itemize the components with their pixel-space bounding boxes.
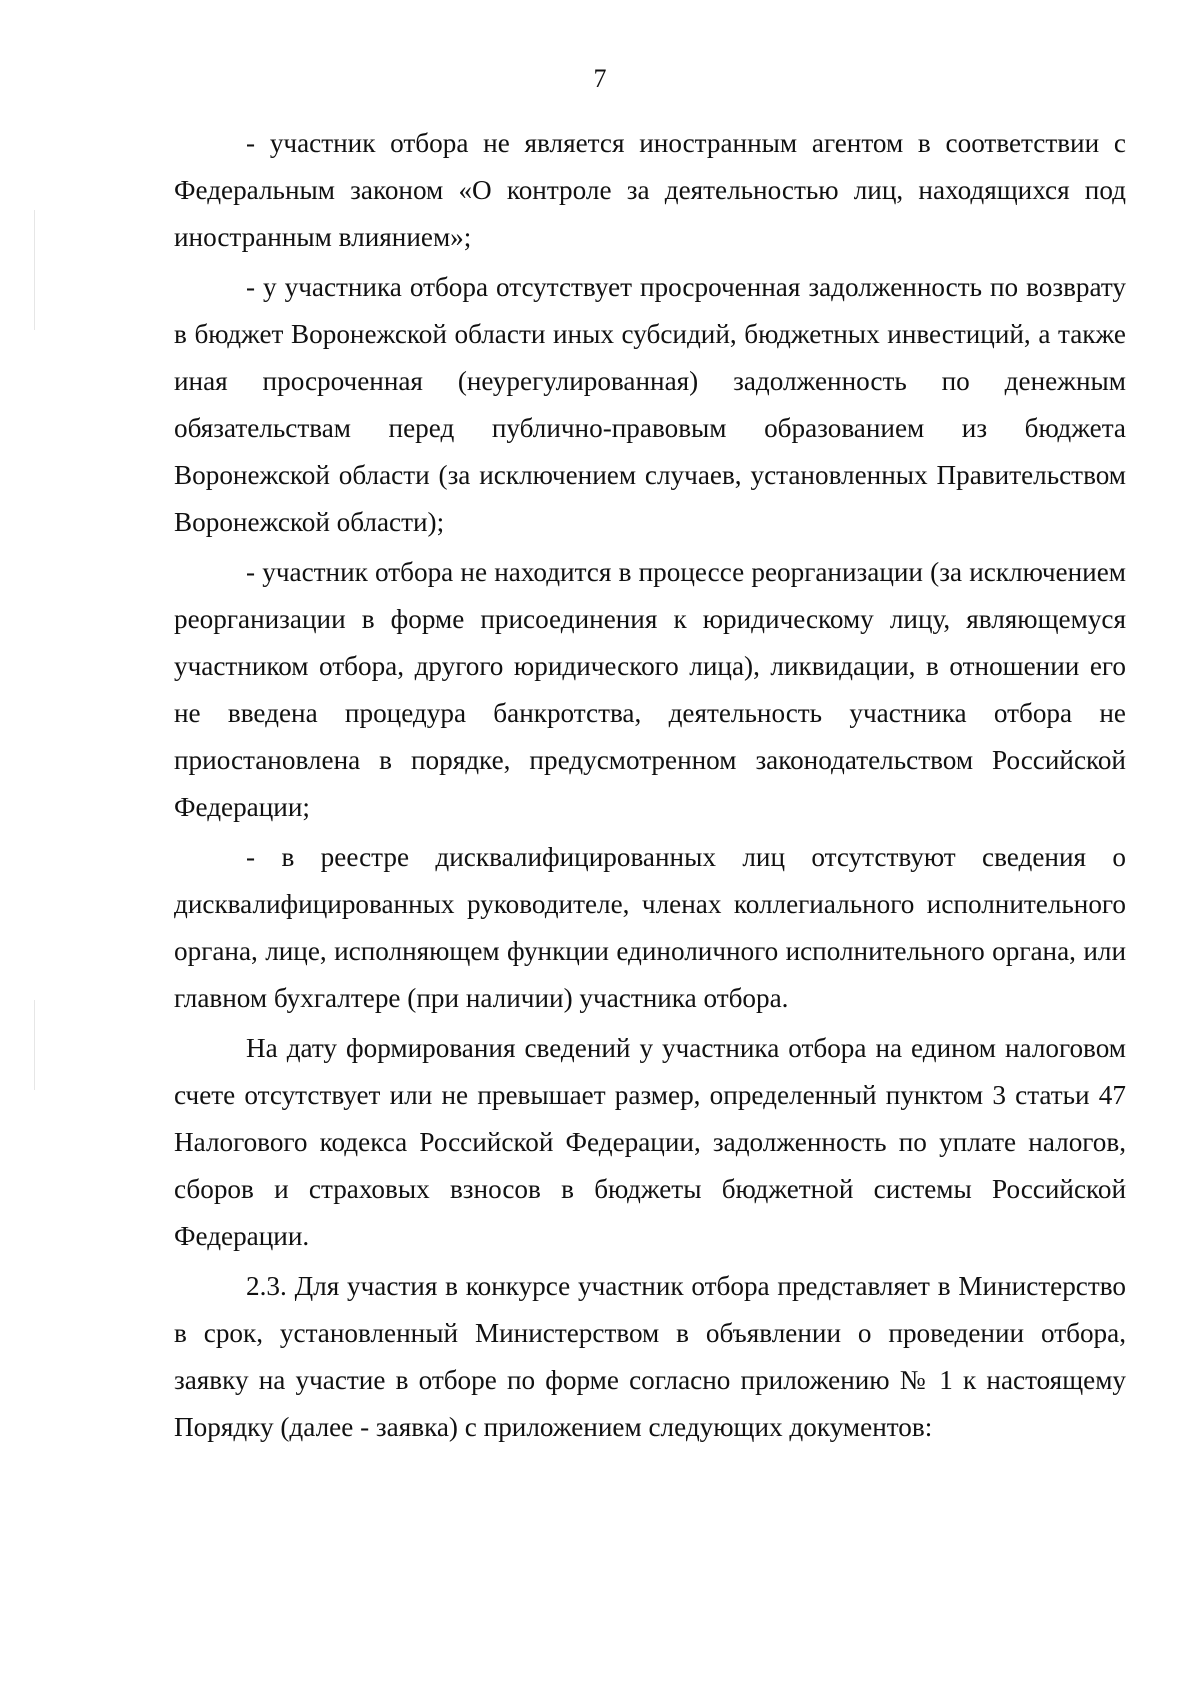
document-body xyxy=(174,120,1126,1454)
paragraph-foreign-agent: - участник отбора не является иностранным агентом в соответствии с Федеральным законом «О контроле за деятельностью лиц, находящихся под иностранным влиянием»; xyxy=(174,128,1126,252)
paragraph-reorganization: - участник отбора не находится в процессе реорганизации (за исключением реорганизации в форме присоединения к юридическому лицу, являющемуся участником отбора, другого юридического лица), ликвидации, в отношении его не введена процедура банкротства, деятельность участника отбора не приостановлена в порядке, предусмотренном законодательством Российской Федерации; xyxy=(174,557,1126,822)
paragraph-tax-debt: На дату формирования сведений у участника отбора на едином налоговом счете отсутствует или не превышает размер, определенный пунктом 3 статьи 47 Налогового кодекса Российской Федерации, задолженность по уплате налогов, сборов и страховых взносов в бюджеты бюджетной системы Российской Федерации. xyxy=(174,1033,1126,1251)
scan-edge-mark xyxy=(34,1000,35,1090)
paragraph-disqualified-persons: - в реестре дисквалифицированных лиц отсутствуют сведения о дисквалифицированных руководителе, членах коллегиального исполнительного органа, лице, исполняющем функции единоличного исполнительного органа, или главном бухгалтере (при наличии) участника отбора. xyxy=(174,842,1126,1013)
page-number: 7 xyxy=(593,64,607,93)
paragraph-application-submission: 2.3. Для участия в конкурсе участник отбора представляет в Министерство в срок, установленный Министерством в объявлении о проведении отбора, заявку на участие в отборе по форме согласно приложению № 1 к настоящему Порядку (далее - заявка) с приложением следующих документов: xyxy=(174,1271,1126,1442)
paragraph-overdue-debt: - у участника отбора отсутствует просроченная задолженность по возврату в бюджет Воронежской области иных субсидий, бюджетных инвестиций, а также иная просроченная (неурегулированная) задолженность по денежным обязательствам перед публично-правовым образованием из бюджета Воронежской области (за исключением случаев, установленных Правительством Воронежской области); xyxy=(174,272,1126,537)
scan-edge-mark xyxy=(34,210,35,330)
